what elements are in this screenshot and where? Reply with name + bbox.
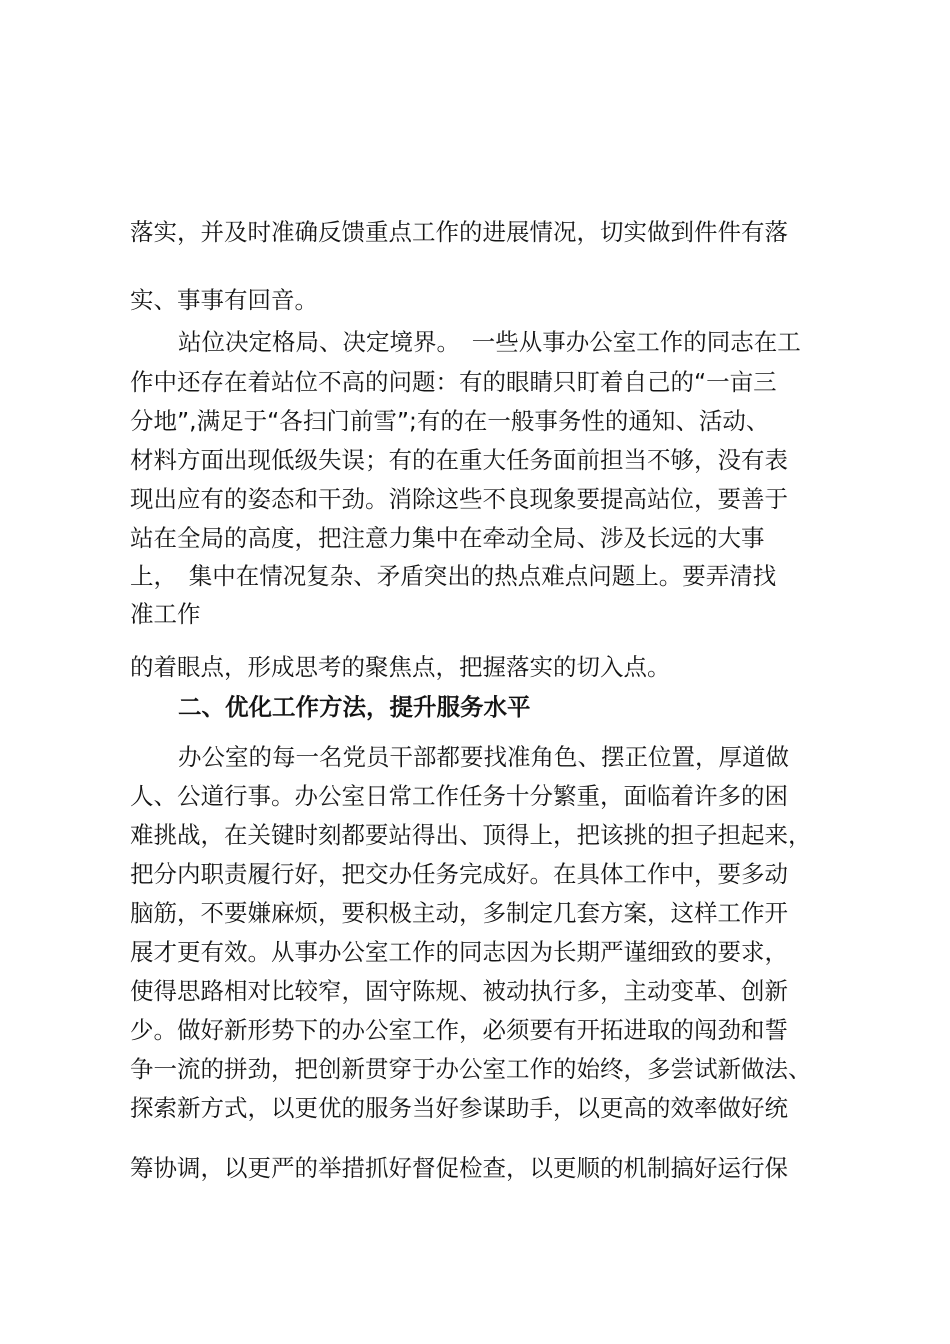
text-line: 落实，并及时准确反馈重点工作的进展情况，切实做到件件有落 — [130, 218, 788, 246]
section-heading: 二、优化工作方法，提升服务水平 — [178, 693, 531, 721]
text-line: 现出应有的姿态和干劲。消除这些不良现象要提高站位，要善于 — [130, 485, 788, 513]
text-line: 难挑战，在关键时刻都要站得出、顶得上，把该挑的担子担起来， — [130, 821, 812, 849]
text-line: 站位决定格局、决定境界。 一些从事办公室工作的同志在工 — [178, 328, 801, 356]
text-line: 展才更有效。从事办公室工作的同志因为长期严谨细致的要求， — [130, 938, 788, 966]
text-line: 分地”,满足于“各扫门前雪”;有的在一般事务性的通知、活动、 — [130, 407, 770, 435]
text-line: 探索新方式，以更优的服务当好参谋助手，以更高的效率做好统 — [130, 1094, 788, 1122]
text-line: 作中还存在着站位不高的问题：有的眼睛只盯着自己的“一亩三 — [130, 368, 777, 396]
text-line: 实、事事有回音。 — [130, 286, 318, 314]
text-line: 的着眼点，形成思考的聚焦点，把握落实的切入点。 — [130, 653, 671, 681]
text-line: 人、公道行事。办公室日常工作任务十分繁重，面临着许多的困 — [130, 782, 788, 810]
text-line: 办公室的每一名党员干部都要找准角色、摆正位置，厚道做 — [178, 743, 789, 771]
text-line: 脑筋，不要嫌麻烦，要积极主动，多制定几套方案，这样工作开 — [130, 899, 788, 927]
text-line: 筹协调，以更严的举措抓好督促检查，以更顺的机制搞好运行保 — [130, 1154, 788, 1182]
text-line: 少。做好新形势下的办公室工作，必须要有开拓进取的闯劲和誓 — [130, 1016, 788, 1044]
text-line: 争一流的拼劲，把创新贯穿于办公室工作的始终，多尝试新做法、 — [130, 1055, 812, 1083]
text-line: 上， 集中在情况复杂、矛盾突出的热点难点问题上。要弄清找 — [130, 562, 777, 590]
text-line: 使得思路相对比较窄，固守陈规、被动执行多，主动变革、创新 — [130, 977, 788, 1005]
text-line: 把分内职责履行好，把交办任务完成好。在具体工作中，要多动 — [130, 860, 788, 888]
text-line: 准工作 — [130, 600, 201, 628]
text-line: 站在全局的高度，把注意力集中在牵动全局、涉及长远的大事 — [130, 524, 765, 552]
text-line: 材料方面出现低级失误；有的在重大任务面前担当不够，没有表 — [130, 446, 788, 474]
